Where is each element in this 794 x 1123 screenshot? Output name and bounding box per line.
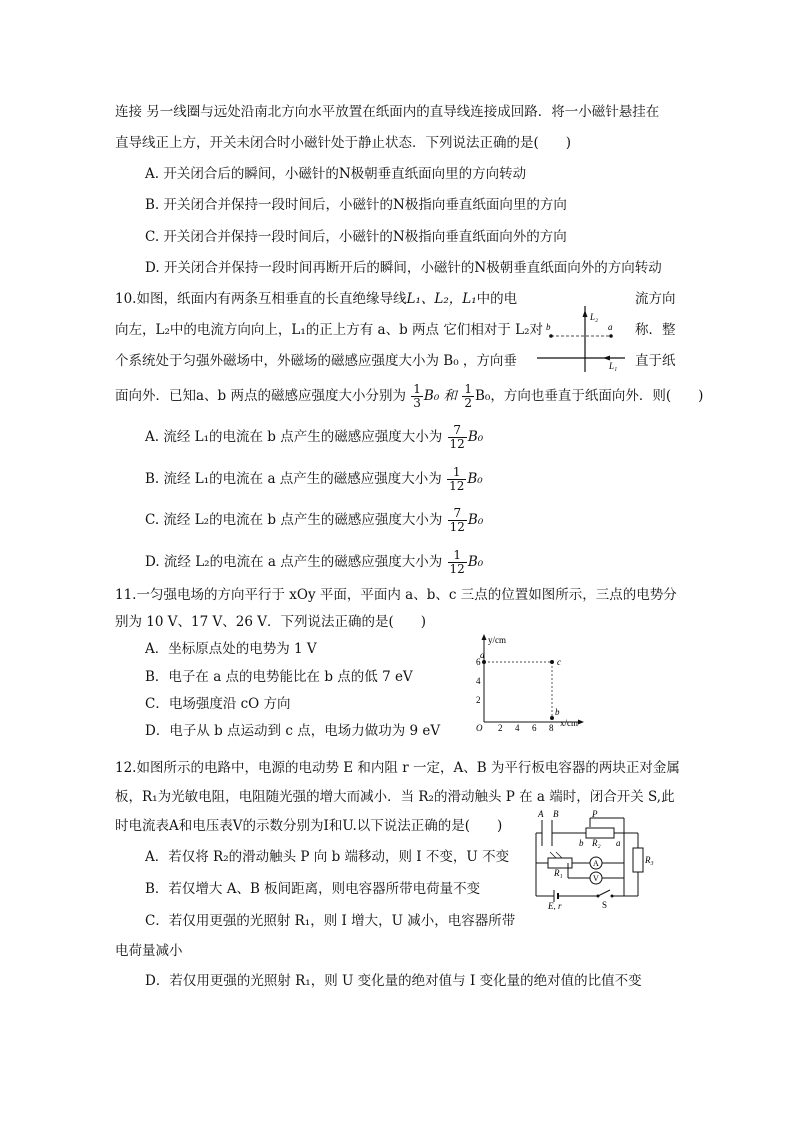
q12-stem-line2: 板，R₁为光敏电阻，电阻随光强的增大而减小．当 R₂的滑动触头 P 在 a 端时，闭合开关 S,此 xyxy=(115,789,675,805)
label-source-er: E, r xyxy=(548,901,562,910)
label-switch-s: S xyxy=(602,900,608,910)
origin-label: O xyxy=(476,723,483,733)
x-tick-2: 2 xyxy=(498,723,503,733)
q12-circuit-figure xyxy=(528,808,660,910)
point-a xyxy=(609,334,613,338)
q10-stem-line1-text: 10.如图，纸面内有两条互相垂直的长直绝缘导线 xyxy=(115,291,407,307)
fraction-one-third xyxy=(411,383,423,410)
q10-option-c-text: C. 流经 L₂的电流在 b 点产生的磁感应强度大小为 xyxy=(145,512,443,528)
b0-symbol: B₀ xyxy=(467,471,483,487)
voltmeter-label: V xyxy=(593,874,599,883)
b0-symbol: B₀ xyxy=(467,512,484,528)
q10-stem-line4-pre: 面向外．已知a、b 两点的磁感应强度大小分别为 xyxy=(115,388,406,404)
q11-option-a: A．坐标原点处的电势为 1 V xyxy=(145,641,317,657)
label-end-a: a xyxy=(616,838,621,848)
q10-stem-line1-vars: L₁、L₂，L₁ xyxy=(406,291,477,307)
q10-option-a xyxy=(145,424,483,451)
label-c: c xyxy=(557,657,561,667)
fraction xyxy=(447,466,466,493)
q12-option-c-line1: C．若仅用更强的光照射 R₁，则 I 增大，U 减小，电容器所带 xyxy=(145,913,516,929)
q12-option-a: A．若仅将 R₂的滑动触头 P 向 b 端移动，则 I 不变，U 不变 xyxy=(145,849,510,865)
label-b: b xyxy=(555,707,560,717)
q9-option-a: A. 开关闭合后的瞬间，小磁针的N极朝垂直纸面向里的方向转动 xyxy=(145,166,527,182)
fraction-numerator: 1 xyxy=(464,382,472,396)
q12-stem-line3: 时电流表A和电压表V的示数分别为I和U.以下说法正确的是( ) xyxy=(115,818,503,834)
wire-l1-arrow-icon xyxy=(603,356,610,361)
label-r1: R₁ xyxy=(554,868,563,878)
label-b: b xyxy=(546,322,551,332)
fraction-denominator: 12 xyxy=(449,562,465,576)
q9-stem-line2: 直导线正上方，开关未闭合时小磁针处于静止状态．下列说法正确的是( ) xyxy=(115,135,572,151)
fraction-denominator: 3 xyxy=(413,396,421,410)
q10-stem-line4-post: B₀，方向也垂直于纸面向外．则( ) xyxy=(474,388,704,404)
q12-option-b: B．若仅增大 A、B 板间距离，则电容器所带电荷量不变 xyxy=(145,881,481,897)
b0-symbol: B₀ xyxy=(467,429,484,445)
y-axis-arrow-icon xyxy=(482,634,487,640)
b0-symbol: B₀ xyxy=(467,554,484,570)
q12-option-d: D．若仅用更强的光照射 R₁，则 U 变化量的绝对值与 I 变化量的绝对值的比值不变 xyxy=(145,973,642,989)
fraction xyxy=(448,424,467,451)
q9-option-c: C. 开关闭合并保持一段时间后，小磁针的N极指向垂直纸面向外的方向 xyxy=(145,229,567,245)
fraction-numerator: 1 xyxy=(447,466,466,480)
q10-stem-line1-end: 中的电 xyxy=(476,291,518,307)
fraction xyxy=(448,549,467,576)
point-b xyxy=(550,716,554,720)
q10-stem-line1 xyxy=(115,290,517,308)
wire-l2-arrow-icon xyxy=(583,310,588,317)
q12-stem-line1: 12.如图所示的电路中，电源的电动势 E 和内阻 r 一定，A、B 为平行板电容器的两块正对金属 xyxy=(115,760,680,776)
light-arrows xyxy=(550,852,562,858)
fraction-denominator: 12 xyxy=(449,479,465,493)
q11-coordinate-figure xyxy=(468,632,588,734)
label-l2: L₂ xyxy=(590,312,599,322)
q10-option-b xyxy=(145,466,483,493)
x-tick-4: 4 xyxy=(515,723,520,733)
label-r3: R₃ xyxy=(645,855,654,865)
q10-option-b-text: B. 流经 L₁的电流在 a 点产生的磁感应强度大小为 xyxy=(145,471,442,487)
q10-wire-figure xyxy=(533,300,628,378)
q10-stem-line4-mid: B₀ 和 xyxy=(423,388,458,404)
q10-stem-line3-right: 直于纸 xyxy=(635,353,676,369)
label-r2: R₂ xyxy=(592,838,601,848)
q10-stem-line2-right: 称．整 xyxy=(635,322,676,338)
label-slider-p: P xyxy=(592,809,598,819)
q11-option-d: D．电子从 b 点运动到 c 点，电场力做功为 9 eV xyxy=(145,723,441,739)
label-plate-b: B xyxy=(553,809,559,819)
point-c xyxy=(550,660,554,664)
q11-option-b: B．电子在 a 点的电势能比在 b 点的低 7 eV xyxy=(145,669,413,685)
q11-stem-line1: 11.一匀强电场的方向平行于 xOy 平面，平面内 a、b、c 三点的位置如图所示，三点的电势分 xyxy=(115,587,677,603)
q10-stem-line2: 向左，L₂中的电流方向向上，L₁的正上方有 a、b 两点 它们相对于 L₂对 xyxy=(115,322,543,338)
q11-option-c: C．电场强度沿 cO 方向 xyxy=(145,696,291,712)
x-tick-8: 8 xyxy=(549,723,554,733)
point-b xyxy=(549,334,553,338)
x-axis-arrow-icon xyxy=(578,720,584,725)
point-a xyxy=(482,660,486,664)
q10-stem-line4 xyxy=(115,383,703,410)
fraction-denominator: 2 xyxy=(464,396,472,410)
q9-option-d: D. 开关闭合并保持一段时间再断开后的瞬间，小磁针的N极朝垂直纸面向外的方向转动 xyxy=(145,260,662,276)
q10-option-d xyxy=(145,549,483,576)
fraction-numerator: 7 xyxy=(448,424,467,438)
q10-option-c xyxy=(145,507,483,534)
y-axis-label: y/cm xyxy=(488,635,506,645)
switch-contact xyxy=(597,895,600,898)
fraction-numerator: 1 xyxy=(448,549,467,563)
fraction-one-half xyxy=(462,383,474,410)
resistor-r3 xyxy=(633,848,643,872)
q10-stem-line1-right: 流方向 xyxy=(635,291,676,307)
fraction-numerator: 1 xyxy=(413,382,421,396)
fraction-denominator: 12 xyxy=(449,437,465,451)
light-ray xyxy=(556,852,562,858)
q11-stem-line2: 别为 10 V、17 V、26 V．下列说法正确的是( ) xyxy=(115,614,426,630)
label-plate-a: A xyxy=(538,809,544,819)
y-tick-2: 2 xyxy=(476,695,481,705)
x-tick-6: 6 xyxy=(532,723,537,733)
q10-option-a-text: A. 流经 L₁的电流在 b 点产生的磁感应强度大小为 xyxy=(145,429,443,445)
q10-option-d-text: D. 流经 L₂的电流在 a 点产生的磁感应强度大小为 xyxy=(145,554,443,570)
q12-option-c-line2: 电荷量减小 xyxy=(115,943,183,959)
label-a: a xyxy=(608,322,613,332)
switch-s xyxy=(598,890,610,896)
y-tick-6: 6 xyxy=(476,657,481,667)
fraction xyxy=(448,507,467,534)
fraction-denominator: 12 xyxy=(449,520,465,534)
y-tick-4: 4 xyxy=(476,676,481,686)
resistor-r2 xyxy=(586,828,614,838)
q10-stem-line3: 个系统处于匀强外磁场中，外磁场的磁感应强度大小为 B₀ ，方向垂 xyxy=(115,353,517,369)
x-axis-label: x/cm xyxy=(560,718,578,728)
light-ray xyxy=(550,852,556,858)
label-a: a xyxy=(480,650,485,660)
label-end-b: b xyxy=(579,838,584,848)
q9-option-b: B. 开关闭合并保持一段时间后，小磁针的N极指向垂直纸面向里的方向 xyxy=(145,197,567,213)
ammeter-label: A xyxy=(593,859,599,868)
fraction-numerator: 7 xyxy=(448,507,467,521)
label-l1: L₁ xyxy=(609,361,618,371)
switch-contact xyxy=(611,895,614,898)
q9-stem-line1: 连接 另一线圈与远处沿南北方向水平放置在纸面内的直导线连接成回路．将一小磁针悬挂在 xyxy=(115,104,660,120)
